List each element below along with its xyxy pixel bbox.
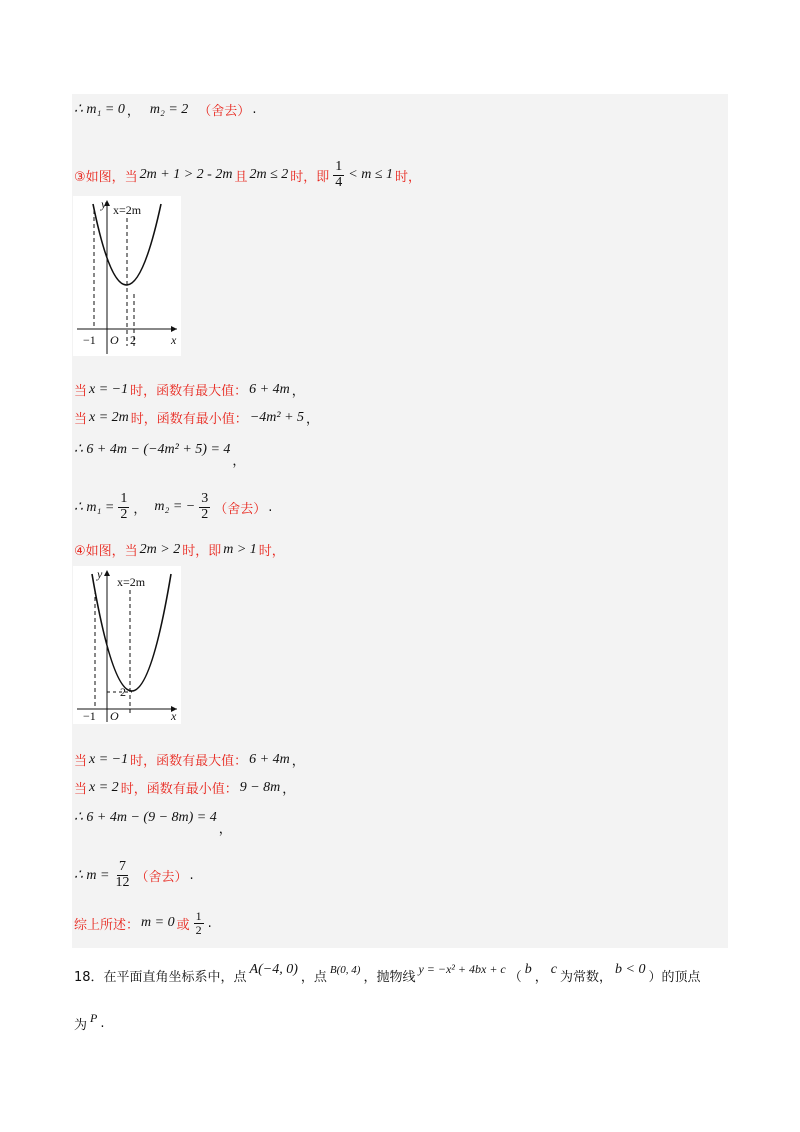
case3-max-expr: 6 + 4m (249, 381, 290, 397)
q18-text-d: （ (508, 970, 522, 985)
summary-end: . (207, 915, 212, 931)
case4-eq: ∴ 6 + 4m − (9 − 8m) = 4 (74, 810, 217, 825)
case3-min: 当 x = 2m 时，函数有最小值： −4m² + 5 ， (74, 409, 320, 427)
case3-two: 2 (130, 333, 136, 347)
q18-text-b: ，点 (300, 970, 327, 985)
case3-origin: O (110, 333, 119, 347)
summary-frac: $\frac{1}{2}$ (195, 909, 202, 937)
case4-min-cond: x = 2 (89, 779, 119, 795)
case4-res-end: . (189, 867, 194, 883)
case3-cond1: 2m + 1 > 2 - 2m (139, 167, 233, 183)
case4-axis-label: x=2m (117, 575, 146, 589)
case4-label: ④如图，当 (74, 544, 138, 559)
case4-res-frac: $\frac{7}{12}$ (115, 859, 130, 890)
case4-min-prefix: 当 (74, 782, 88, 797)
case3-graph (73, 196, 181, 356)
q18-point-a: A(−4, 0) (249, 961, 298, 977)
question-18-line2 (74, 1011, 105, 1033)
q18-text-a: 18．在平面直角坐标系中，点 (74, 970, 247, 985)
q18-end: . (100, 1016, 105, 1031)
case3-result: ∴ m₁ = $\frac{1}{2}$ ， m₂ = − $\frac{3}{2}$ （舍去） . (74, 491, 273, 522)
case4-max-prefix: 当 (74, 754, 88, 769)
case3-min-expr: −4m² + 5 (249, 409, 305, 425)
q18-c: c (550, 961, 557, 977)
case3-label: ③如图，当 (74, 169, 138, 185)
case3-x-label: x (171, 333, 177, 347)
case3-eq: ∴ 6 + 4m − (−4m² + 5) = 4 (74, 442, 231, 457)
case4-y-label: y (97, 567, 103, 581)
case3-range: < m ≤ 1 (348, 167, 394, 183)
case4-min-expr: 9 − 8m (239, 779, 281, 795)
question-18-line1 (74, 961, 701, 985)
q18-point-p: P (90, 1011, 98, 1025)
case3-res-m2-frac: $\frac{3}{2}$ (201, 491, 209, 522)
case3-and: 且 (234, 169, 248, 185)
case3-res-m1: ∴ m₁ = (74, 499, 115, 515)
case3-y-label: y (101, 197, 107, 211)
case3-range-frac: $\frac{1}{4}$ (335, 159, 343, 190)
case2-end: . (252, 102, 257, 117)
case4-header (74, 540, 285, 559)
q18-text-e: 为常数， (560, 970, 613, 985)
case4-equation: ∴ 6 + 4m − (9 − 8m) = 4 ， (74, 810, 232, 837)
case2-m1: ∴ m₁ = 0 (74, 102, 125, 117)
case3-min-text: 时，函数有最小值： (130, 412, 248, 427)
case3-cond2: 2m ≤ 2 (249, 167, 289, 183)
q18-cond: b < 0 (615, 961, 646, 977)
case3-res-note: （舍去） (214, 501, 267, 517)
case3-neg1: −1 (83, 333, 96, 347)
summary-or: 或 (176, 917, 190, 933)
case4-cond2: m > 1 (223, 541, 257, 557)
case3-min-prefix: 当 (74, 412, 88, 427)
case4-neg1: −1 (83, 709, 96, 723)
case3-res-m1-frac: $\frac{1}{2}$ (120, 491, 128, 522)
case4-min: 当 x = 2 时，函数有最小值： 9 − 8m ， (74, 779, 296, 797)
case3-min-cond: x = 2m (89, 409, 129, 425)
case3-max-cond: x = −1 (89, 381, 129, 397)
case3-max: 当 x = −1 时，函数有最大值： 6 + 4m ， (74, 381, 305, 399)
case4-origin: O (110, 709, 119, 723)
q18-comma: ， (534, 970, 548, 985)
summary-label: 综上所述： (74, 917, 140, 933)
case4-x-label: x (171, 709, 177, 723)
case2-m2: m₂ = 2 (149, 101, 189, 117)
q18-parabola: y = −x² + 4bx + c (418, 962, 506, 976)
case4-max-cond: x = −1 (89, 751, 129, 767)
case3-then: 时，即 (290, 169, 330, 185)
case3-axis-label: x=2m (113, 203, 142, 217)
case4-then: 时，即 (182, 544, 222, 559)
case4-cond: 2m > 2 (139, 541, 181, 557)
case4-max: 当 x = −1 时，函数有最大值： 6 + 4m ， (74, 751, 305, 769)
case3-max-prefix: 当 (74, 384, 88, 399)
case4-res-note: （舍去） (135, 869, 188, 885)
case3-res-m2: m₂ = − (154, 499, 196, 515)
q18-text-f: ）的顶点 (648, 970, 701, 985)
case3-res-end: . (268, 499, 273, 515)
case3-max-text: 时，函数有最大值： (130, 384, 248, 399)
summary-expr: m = 0 (141, 915, 175, 931)
case4-result (74, 860, 194, 890)
case4-max-expr: 6 + 4m (249, 751, 290, 767)
case2-result: ∴ m₁ = 0 ， m₂ = 2 （舍去） . (74, 101, 257, 119)
q18-b: b (524, 961, 532, 977)
case3-suffix: 时， (395, 169, 422, 185)
case4-two: 2 (120, 685, 126, 699)
case4-max-text: 时，函数有最大值： (130, 754, 248, 769)
q18-point-b: B(0, 4) (329, 963, 361, 976)
case3-header (74, 160, 421, 190)
case4-res: ∴ m = (74, 867, 110, 883)
case4-min-text: 时，函数有最小值： (120, 782, 238, 797)
case2-note: （舍去） (198, 104, 251, 119)
summary (74, 910, 212, 936)
q18-text-c: ，抛物线 (363, 970, 416, 985)
case4-suffix: 时， (258, 544, 285, 559)
q18-text-g: 为 (74, 1018, 88, 1033)
case4-graph (73, 566, 181, 724)
case3-equation: ∴ 6 + 4m − (−4m² + 5) = 4 ， (74, 442, 246, 469)
